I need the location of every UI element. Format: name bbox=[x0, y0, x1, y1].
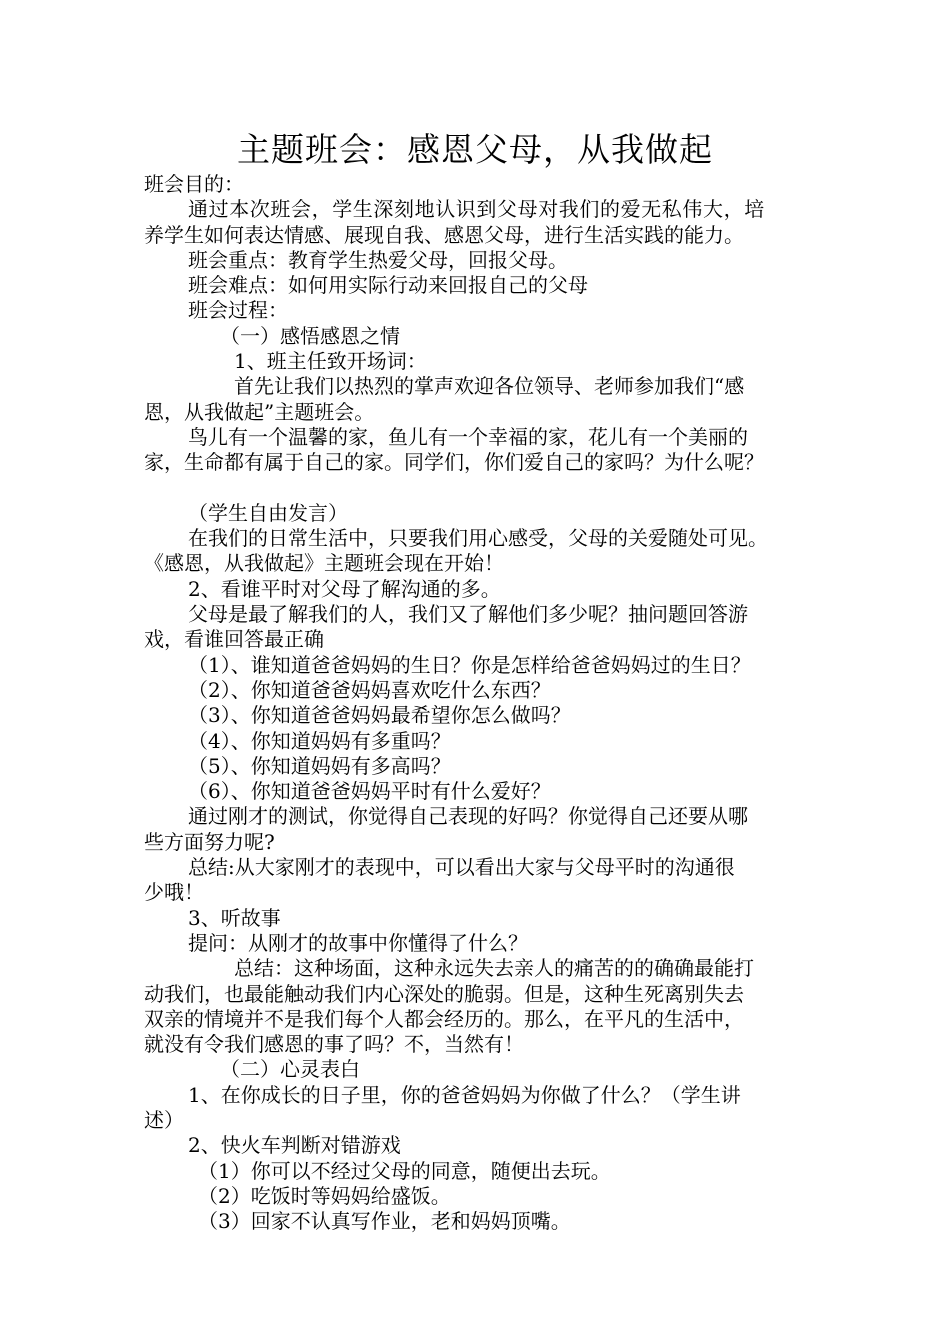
question-item: （1）、谁知道爸爸妈妈的生日？你是怎样给爸爸妈妈过的生日？ bbox=[188, 652, 751, 677]
paragraph-line: 鸟儿有一个温馨的家，鱼儿有一个幸福的家，花儿有一个美丽的 bbox=[188, 424, 748, 449]
paragraph-line: 恩，从我做起”主题班会。 bbox=[144, 399, 375, 424]
paragraph-line: 戏，看谁回答最正确 bbox=[144, 627, 324, 652]
paragraph-line: 些方面努力呢? bbox=[144, 829, 275, 854]
paragraph-line: 总结：这种场面，这种永远失去亲人的痛苦的的确确最能打 bbox=[234, 956, 754, 981]
paragraph-line: 提问：从刚才的故事中你懂得了什么？ bbox=[188, 930, 528, 955]
paragraph-line: 1、班主任致开场词： bbox=[234, 349, 427, 374]
paragraph-line: 述） bbox=[144, 1107, 184, 1132]
question-item: （4）、你知道妈妈有多重吗？ bbox=[188, 728, 451, 753]
question-item: （2）吃饭时等妈妈给盛饭。 bbox=[198, 1183, 451, 1208]
paragraph-line: 3、听故事 bbox=[188, 905, 281, 930]
paragraph-line: 首先让我们以热烈的掌声欢迎各位领导、老师参加我们“感 bbox=[234, 374, 745, 399]
paragraph-line: 通过本次班会，学生深刻地认识到父母对我们的爱无私伟大，培 bbox=[188, 197, 765, 222]
question-item: （2）、你知道爸爸妈妈喜欢吃什么东西？ bbox=[188, 677, 551, 702]
blank-line bbox=[144, 476, 834, 501]
section-heading: （一）感悟感恩之情 bbox=[220, 323, 400, 348]
paragraph-line: 2、快火车判断对错游戏 bbox=[188, 1133, 401, 1158]
paragraph-line: 《感恩，从我做起》主题班会现在开始！ bbox=[144, 551, 504, 576]
paragraph-line: 班会过程： bbox=[188, 298, 288, 323]
question-item: （3）、你知道爸爸妈妈最希望你怎么做吗？ bbox=[188, 703, 571, 728]
paragraph-line: 班会难点：如何用实际行动来回报自己的父母 bbox=[188, 273, 588, 298]
paragraph-line: 在我们的日常生活中，只要我们用心感受，父母的关爱随处可见。 bbox=[188, 526, 768, 551]
paragraph-line: 班会重点：教育学生热爱父母，回报父母。 bbox=[188, 247, 568, 272]
document-title: 主题班会：感恩父母，从我做起 bbox=[237, 130, 713, 169]
paragraph-line: 2、看谁平时对父母了解沟通的多。 bbox=[188, 576, 501, 601]
paragraph-line: 通过刚才的测试，你觉得自己表现的好吗？你觉得自己还要从哪 bbox=[188, 804, 748, 829]
paragraph-line: 班会目的： bbox=[144, 172, 244, 196]
question-item: （1）你可以不经过父母的同意，随便出去玩。 bbox=[198, 1158, 611, 1183]
question-item: （6）、你知道爸爸妈妈平时有什么爱好？ bbox=[188, 779, 551, 804]
section-heading: （二）心灵表白 bbox=[220, 1057, 360, 1082]
question-item: （5）、你知道妈妈有多高吗？ bbox=[188, 753, 451, 778]
paragraph-line: 就没有令我们感恩的事了吗？不，当然有！ bbox=[144, 1032, 524, 1057]
document-body bbox=[144, 172, 834, 1234]
paragraph-line: 家，生命都有属于自己的家。同学们，你们爱自己的家吗？为什么呢？ bbox=[144, 450, 764, 475]
paragraph-line: 动我们，也最能触动我们内心深处的脆弱。但是，这种生死离别失去 bbox=[144, 981, 744, 1006]
paragraph-line: 养学生如何表达情感、展现自我、感恩父母，进行生活实践的能力。 bbox=[144, 222, 744, 247]
paragraph-line: 少哦！ bbox=[144, 880, 204, 905]
paragraph-line: 父母是最了解我们的人，我们又了解他们多少呢？抽问题回答游 bbox=[188, 602, 748, 627]
paragraph-line: 双亲的情境并不是我们每个人都会经历的。那么，在平凡的生活中， bbox=[144, 1006, 744, 1031]
paragraph-line: （学生自由发言） bbox=[188, 500, 348, 525]
paragraph-line: 1、在你成长的日子里，你的爸爸妈妈为你做了什么？（学生讲 bbox=[188, 1082, 741, 1107]
question-item: （3）回家不认真写作业，老和妈妈顶嘴。 bbox=[198, 1209, 571, 1234]
paragraph-line: 总结:从大家刚才的表现中，可以看出大家与父母平时的沟通很 bbox=[188, 855, 735, 880]
